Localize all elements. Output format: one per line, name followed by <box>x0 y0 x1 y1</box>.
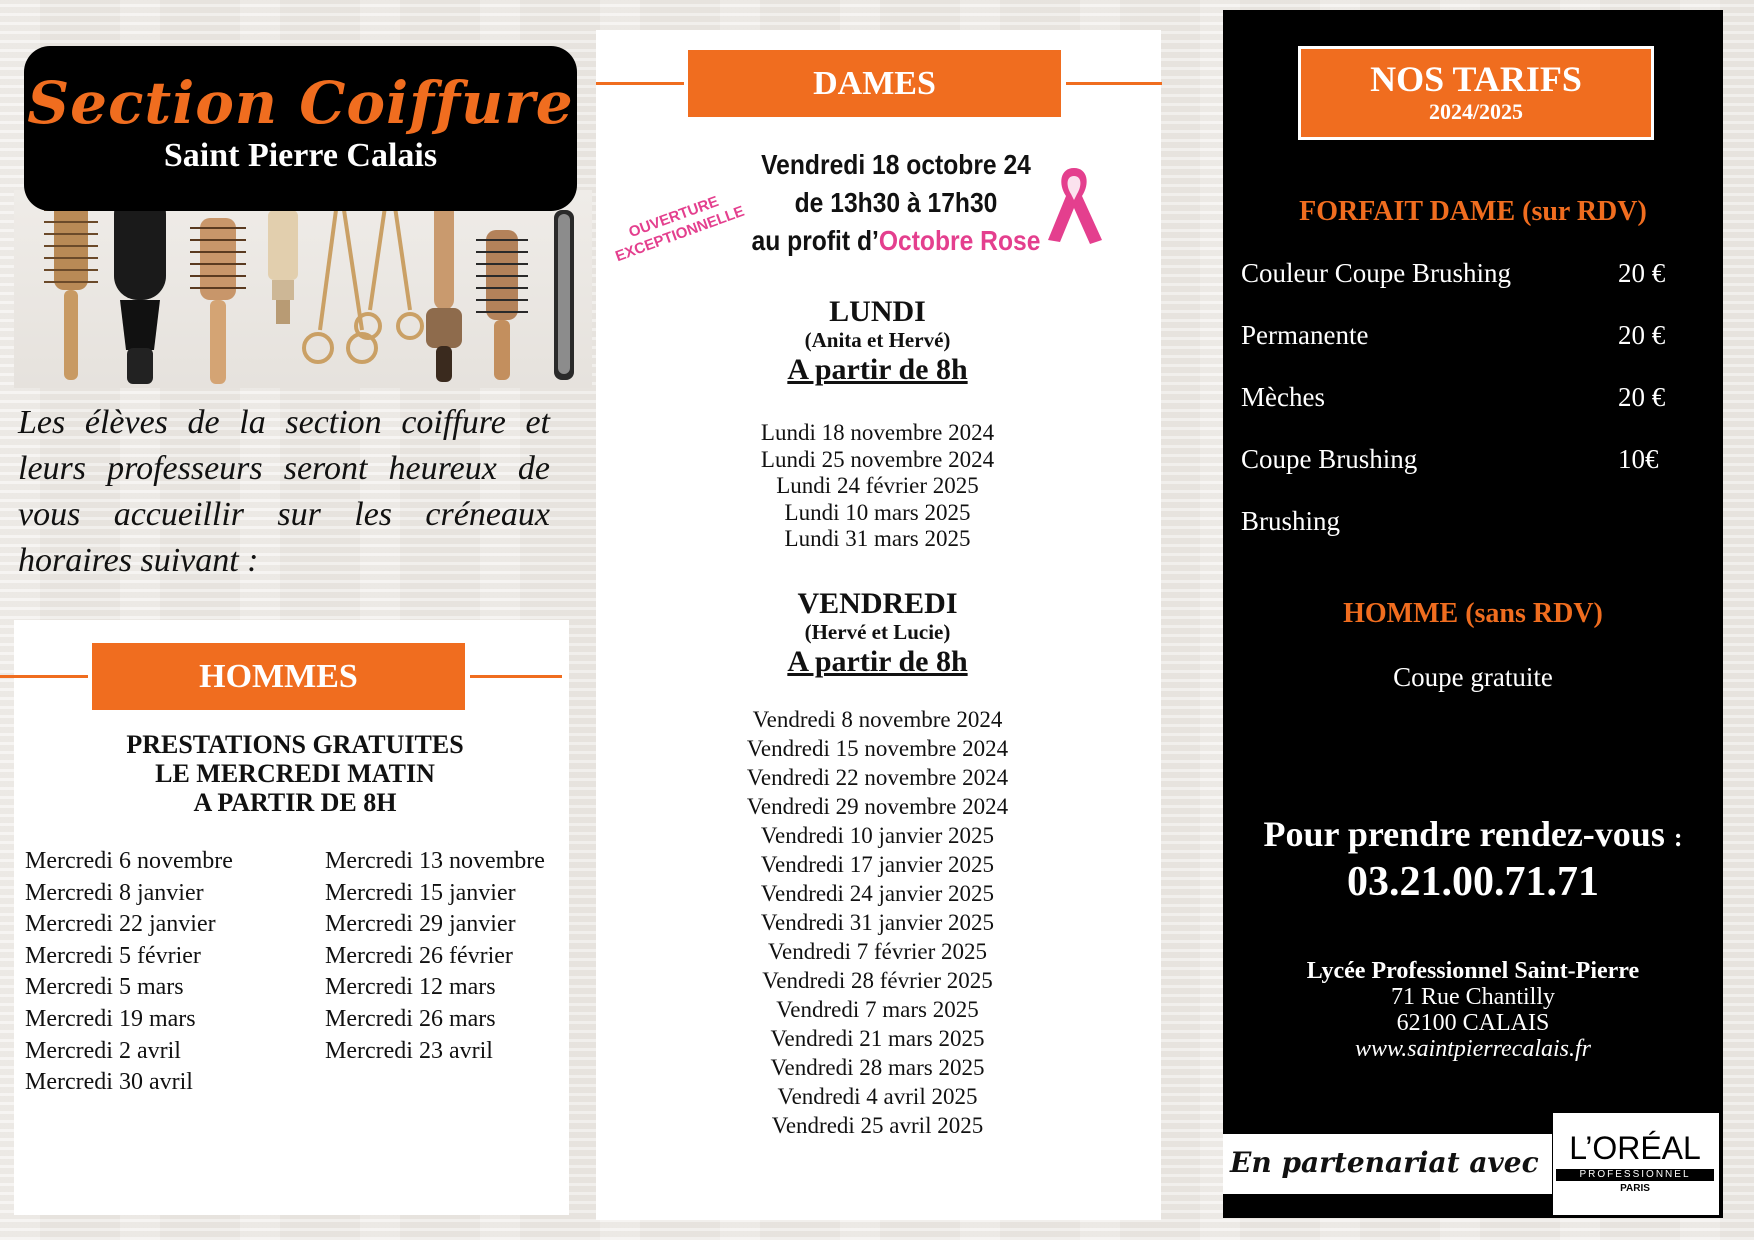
list-item: Lundi 24 février 2025 <box>776 473 979 498</box>
page-subtitle: Saint Pierre Calais <box>163 137 438 174</box>
rdv-block <box>1223 812 1723 904</box>
list-item: Vendredi 4 avril 2025 <box>777 1084 978 1109</box>
partner-text: En partenariat avec <box>1230 1146 1539 1179</box>
list-item: Mercredi 2 avril <box>25 1037 181 1064</box>
divider-line <box>470 675 562 678</box>
divider-line <box>1066 82 1162 85</box>
price-row <box>1241 444 1711 506</box>
lundi-from: A partir de 8h <box>787 353 968 386</box>
list-item: Mercredi 8 janvier <box>25 879 204 906</box>
school-name: Lycée Professionnel Saint-Pierre <box>1306 958 1640 984</box>
loreal-city: PARIS <box>1620 1183 1650 1194</box>
tarifs-year: 2024/2025 <box>1428 99 1524 124</box>
price-label: Mèches <box>1241 382 1325 412</box>
forfait-dame-heading: FORFAIT DAME (sur RDV) <box>1299 196 1647 227</box>
list-item: Lundi 31 mars 2025 <box>784 526 971 551</box>
list-item: Vendredi 10 janvier 2025 <box>760 823 995 848</box>
price-row <box>1241 320 1711 382</box>
lundi-dates <box>640 420 1115 553</box>
price-label: Brushing <box>1241 506 1341 536</box>
event-hours: de 13h30 à 17h30 <box>794 187 998 218</box>
loreal-sub: PROFESSIONNEL <box>1556 1169 1714 1181</box>
list-item: Mercredi 6 novembre <box>25 848 233 874</box>
rdv-colon: : <box>1673 823 1683 852</box>
dames-banner: DAMES <box>688 50 1061 117</box>
price-value: 20 € <box>1618 258 1666 288</box>
price-value: 10€ <box>1618 444 1659 474</box>
list-item: Mercredi 5 février <box>25 942 201 969</box>
price-label: Couleur Coupe Brushing <box>1241 258 1511 288</box>
list-item: Mercredi 26 février <box>325 942 513 969</box>
event-date: Vendredi 18 octobre 24 <box>761 149 1031 180</box>
price-row <box>1241 258 1711 320</box>
hommes-heading-line: PRESTATIONS GRATUITES <box>126 730 464 759</box>
list-item: Mercredi 22 janvier <box>25 911 216 938</box>
list-item: Vendredi 31 janvier 2025 <box>760 910 995 935</box>
price-row <box>1241 506 1711 568</box>
hommes-banner: HOMMES <box>92 643 465 710</box>
event-cause <box>738 222 1055 260</box>
rdv-label: Pour prendre rendez-vous <box>1263 814 1665 854</box>
tarifs-banner <box>1298 46 1654 140</box>
vendredi-section <box>640 588 1115 680</box>
list-item: Vendredi 15 novembre 2024 <box>746 736 1009 761</box>
intro-text: Les élèves de la section coiffure et leurs professeurs seront heureux de vous accueillir sur les créneaux horaires suivant : <box>18 404 550 579</box>
lundi-staff: (Anita et Hervé) <box>804 328 951 352</box>
vendredi-dates <box>640 705 1115 1140</box>
price-value: 20 € <box>1618 320 1666 350</box>
divider-line <box>596 82 684 85</box>
list-item: Vendredi 28 mars 2025 <box>770 1055 985 1080</box>
list-item: Mercredi 13 novembre <box>325 848 545 874</box>
lundi-title: LUNDI <box>829 295 926 328</box>
list-item: Mercredi 5 mars <box>25 974 184 1001</box>
list-item: Vendredi 17 janvier 2025 <box>760 852 995 877</box>
price-value: 20 € <box>1618 382 1666 412</box>
hommes-heading <box>40 730 550 817</box>
list-item: Vendredi 28 février 2025 <box>762 968 993 993</box>
list-item: Lundi 18 novembre 2024 <box>760 420 995 445</box>
divider-line <box>0 675 88 678</box>
price-label: Permanente <box>1241 320 1369 350</box>
list-item: Mercredi 30 avril <box>25 1069 193 1096</box>
pink-ribbon-icon <box>1044 162 1104 252</box>
list-item: Vendredi 29 novembre 2024 <box>746 794 1009 819</box>
list-item: Mercredi 26 mars <box>325 1005 496 1032</box>
octobre-rose-label: Octobre Rose <box>878 225 1041 256</box>
vendredi-staff: (Hervé et Lucie) <box>804 620 951 644</box>
october-event <box>738 146 1055 260</box>
list-item: Mercredi 19 mars <box>25 1005 196 1032</box>
list-item: Mercredi 29 janvier <box>325 911 516 938</box>
hommes-dates-col1 <box>25 846 315 1099</box>
price-list <box>1241 258 1711 568</box>
event-cause-prefix: au profit d’ <box>751 225 879 256</box>
hommes-heading-line: A PARTIR DE 8H <box>193 788 397 817</box>
price-label: Coupe Brushing <box>1241 444 1418 474</box>
list-item: Vendredi 7 février 2025 <box>767 939 988 964</box>
vendredi-title: VENDREDI <box>797 587 958 620</box>
list-item: Vendredi 7 mars 2025 <box>776 997 979 1022</box>
list-item: Vendredi 24 janvier 2025 <box>760 881 995 906</box>
lundi-section <box>640 296 1115 388</box>
list-item: Lundi 25 novembre 2024 <box>760 446 995 472</box>
list-item: Mercredi 15 janvier <box>325 879 516 906</box>
loreal-brand: L’ORÉAL <box>1569 1130 1701 1166</box>
hair-tools-illustration <box>14 190 592 388</box>
list-item: Lundi 10 mars 2025 <box>784 499 971 525</box>
list-item: Vendredi 22 novembre 2024 <box>746 765 1009 790</box>
phone-number[interactable]: 03.21.00.71.71 <box>1347 859 1599 905</box>
list-item: Vendredi 8 novembre 2024 <box>752 707 1003 732</box>
rdv-line <box>1223 812 1723 860</box>
hommes-dates-col2 <box>325 846 585 1067</box>
city: 62100 CALAIS <box>1396 1010 1550 1036</box>
homme-heading: HOMME (sans RDV) <box>1343 598 1603 629</box>
website-link[interactable]: www.saintpierrecalais.fr <box>1354 1036 1591 1062</box>
title-banner <box>24 46 577 211</box>
list-item: Mercredi 12 mars <box>325 974 496 1001</box>
list-item: Vendredi 21 mars 2025 <box>770 1026 985 1051</box>
address-block <box>1223 958 1723 1062</box>
tarifs-title: NOS TARIFS <box>1370 59 1582 99</box>
hommes-heading-line: LE MERCREDI MATIN <box>155 759 435 788</box>
page-title: Section Coiffure <box>27 69 574 137</box>
list-item: Vendredi 25 avril 2025 <box>771 1113 984 1138</box>
vendredi-from: A partir de 8h <box>787 645 968 678</box>
street: 71 Rue Chantilly <box>1391 984 1555 1010</box>
ouverture-badge: OUVERTURE EXCEPTIONNELLE <box>613 192 747 266</box>
list-item: Mercredi 23 avril <box>325 1037 493 1064</box>
homme-coupe: Coupe gratuite <box>1393 662 1553 692</box>
price-row <box>1241 382 1711 444</box>
